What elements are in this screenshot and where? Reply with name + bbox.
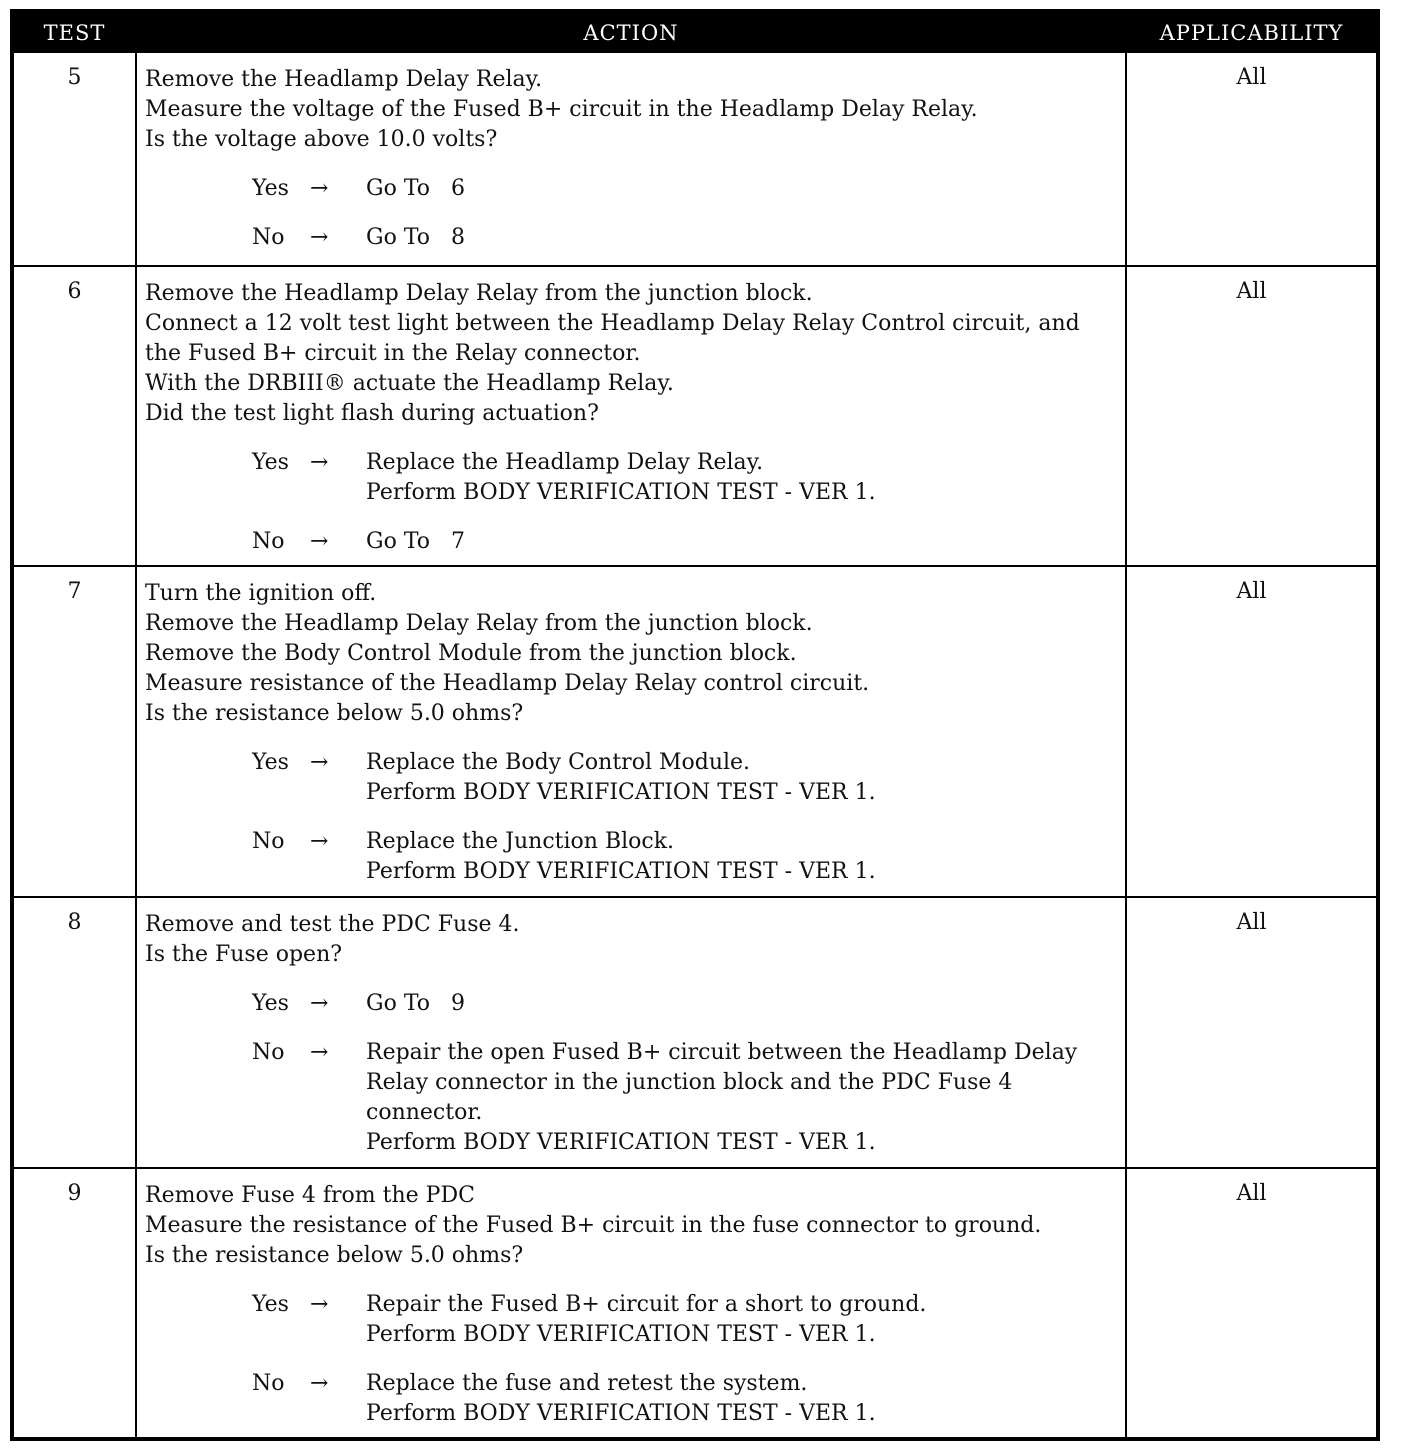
result-line: Replace the Headlamp Delay Relay. — [366, 450, 764, 475]
outcome-no — [145, 1369, 1119, 1429]
action-step: Is the resistance below 5.0 ohms? — [145, 701, 524, 726]
table-row — [14, 896, 1376, 1167]
action-step: Measure resistance of the Headlamp Delay Relay control circuit. — [145, 671, 870, 696]
outcome-yes — [145, 448, 1119, 508]
action-step: Remove and test the PDC Fuse 4. — [145, 912, 520, 937]
arrow-right-icon: → — [310, 1292, 329, 1317]
table-row — [14, 1167, 1376, 1437]
outcome-no — [145, 1038, 1119, 1158]
action-cell — [135, 267, 1127, 565]
action-step: Remove the Headlamp Delay Relay from the junction block. — [145, 281, 813, 306]
diagnostic-test-table — [10, 9, 1380, 1441]
arrow-right-icon: → — [310, 450, 329, 475]
result-line: Perform BODY VERIFICATION TEST - VER 1. — [366, 480, 876, 505]
table-header — [14, 13, 1376, 53]
outcome-no-result — [366, 223, 1119, 253]
action-steps — [145, 910, 1119, 970]
action-step: the Fused B+ circuit in the Relay connector. — [145, 341, 641, 366]
outcome-no-label: No — [252, 1371, 285, 1396]
outcome-yes-label: Yes — [252, 1292, 289, 1317]
action-step: Connect a 12 volt test light between the Headlamp Delay Relay Control circuit, and — [145, 311, 1080, 336]
header-action: ACTION — [583, 21, 679, 45]
action-step: Measure the voltage of the Fused B+ circuit in the Headlamp Delay Relay. — [145, 97, 978, 122]
outcome-no-result — [366, 527, 1119, 557]
arrow-right-icon: → — [310, 991, 329, 1016]
arrow-right-icon: → — [310, 176, 329, 201]
result-line: Go To 8 — [366, 225, 465, 250]
test-number: 7 — [67, 579, 82, 604]
action-steps — [145, 279, 1119, 429]
outcome-yes-result — [366, 174, 1119, 204]
outcome-no-label: No — [252, 829, 285, 854]
test-number: 9 — [67, 1181, 82, 1206]
action-step: Is the Fuse open? — [145, 942, 343, 967]
outcome-no-result — [366, 1369, 1119, 1429]
action-step: Remove the Headlamp Delay Relay from the junction block. — [145, 611, 813, 636]
table-row — [14, 565, 1376, 896]
result-line: Go To 7 — [366, 529, 465, 554]
outcome-no — [145, 527, 1119, 557]
result-line: Perform BODY VERIFICATION TEST - VER 1. — [366, 859, 876, 884]
arrow-right-icon: → — [310, 829, 329, 854]
action-step: Measure the resistance of the Fused B+ circuit in the fuse connector to ground. — [145, 1213, 1042, 1238]
action-step: Remove Fuse 4 from the PDC — [145, 1183, 475, 1208]
arrow-right-icon: → — [310, 1371, 329, 1396]
action-steps — [145, 579, 1119, 729]
action-cell — [135, 1169, 1127, 1437]
test-number: 8 — [67, 910, 82, 935]
action-cell — [135, 567, 1127, 896]
outcome-yes-result — [366, 1290, 1119, 1350]
result-line: Go To 9 — [366, 991, 465, 1016]
result-line: Repair the Fused B+ circuit for a short to ground. — [366, 1292, 927, 1317]
arrow-right-icon: → — [310, 1040, 329, 1065]
action-step: With the DRBIII® actuate the Headlamp Relay. — [145, 371, 674, 396]
result-line: Go To 6 — [366, 176, 465, 201]
outcome-no-result — [366, 1038, 1119, 1158]
action-step: Remove the Body Control Module from the junction block. — [145, 641, 797, 666]
arrow-right-icon: → — [310, 225, 329, 250]
outcome-yes — [145, 989, 1119, 1019]
outcome-no-label: No — [252, 529, 285, 554]
action-step: Is the resistance below 5.0 ohms? — [145, 1243, 524, 1268]
action-step: Turn the ignition off. — [145, 581, 377, 606]
outcome-no-label: No — [252, 1040, 285, 1065]
outcome-yes-label: Yes — [252, 450, 289, 475]
result-line: Relay connector in the junction block and the PDC Fuse 4 — [366, 1070, 1013, 1095]
test-number: 5 — [67, 65, 82, 90]
result-line: Perform BODY VERIFICATION TEST - VER 1. — [366, 1322, 876, 1347]
outcome-yes-result — [366, 989, 1119, 1019]
outcome-yes-label: Yes — [252, 750, 289, 775]
action-step: Did the test light flash during actuation? — [145, 401, 599, 426]
outcome-no-result — [366, 827, 1119, 887]
outcome-yes — [145, 174, 1119, 204]
applicability-value: All — [1236, 910, 1267, 935]
outcome-yes-result — [366, 748, 1119, 808]
applicability-value: All — [1236, 279, 1267, 304]
outcome-yes-label: Yes — [252, 991, 289, 1016]
applicability-value: All — [1236, 65, 1267, 90]
outcome-yes-label: Yes — [252, 176, 289, 201]
outcome-yes — [145, 748, 1119, 808]
header-applicability: APPLICABILITY — [1159, 21, 1344, 45]
table-body — [14, 53, 1376, 1437]
outcome-yes-result — [366, 448, 1119, 508]
outcome-no-label: No — [252, 225, 285, 250]
applicability-value: All — [1236, 579, 1267, 604]
arrow-right-icon: → — [310, 529, 329, 554]
result-line: Perform BODY VERIFICATION TEST - VER 1. — [366, 1130, 876, 1155]
result-line: Perform BODY VERIFICATION TEST - VER 1. — [366, 780, 876, 805]
result-line: Replace the Junction Block. — [366, 829, 675, 854]
result-line: Replace the Body Control Module. — [366, 750, 751, 775]
header-test: TEST — [43, 21, 106, 45]
outcome-yes — [145, 1290, 1119, 1350]
outcome-no — [145, 223, 1119, 253]
action-cell — [135, 53, 1127, 265]
outcome-no — [145, 827, 1119, 887]
result-line: Perform BODY VERIFICATION TEST - VER 1. — [366, 1401, 876, 1426]
test-number: 6 — [67, 279, 82, 304]
action-steps — [145, 1181, 1119, 1271]
action-step: Remove the Headlamp Delay Relay. — [145, 67, 543, 92]
table-row — [14, 53, 1376, 265]
result-line: Replace the fuse and retest the system. — [366, 1371, 808, 1396]
result-line: Repair the open Fused B+ circuit between the Headlamp Delay — [366, 1040, 1078, 1065]
action-step: Is the voltage above 10.0 volts? — [145, 127, 498, 152]
arrow-right-icon: → — [310, 750, 329, 775]
result-line: connector. — [366, 1100, 483, 1125]
table-row — [14, 265, 1376, 565]
action-steps — [145, 65, 1119, 155]
applicability-value: All — [1236, 1181, 1267, 1206]
action-cell — [135, 898, 1127, 1167]
